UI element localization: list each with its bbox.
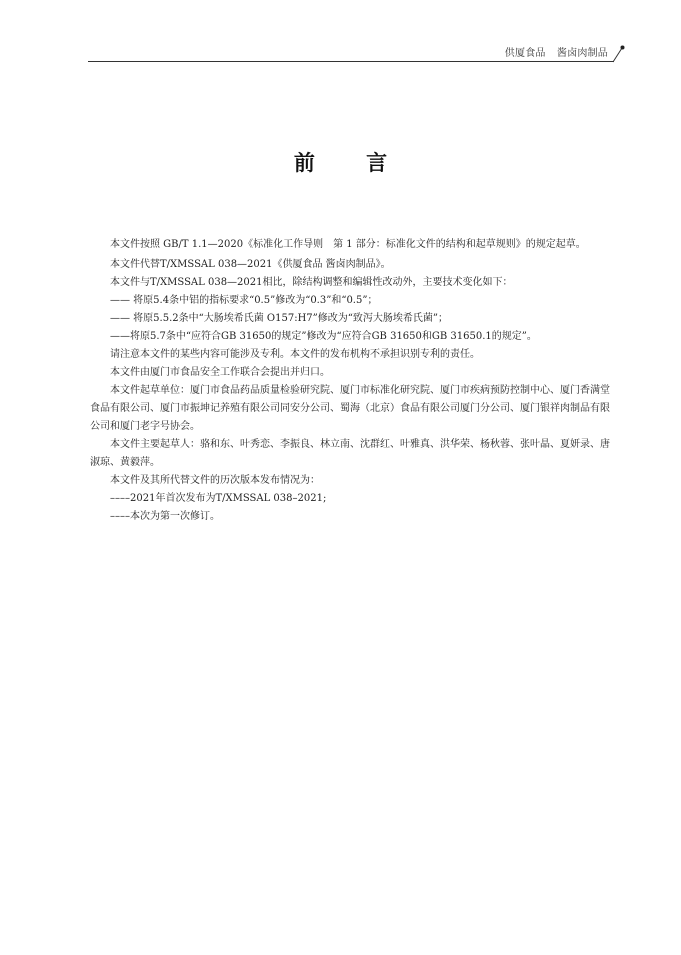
list-item: —— 将原5.5.2条中“大肠埃希氏菌 O157:H7”修改为“致泻大肠埃希氏菌”； [110,313,448,324]
list-item: ——将原5.7条中“应符合GB 31650的规定”修改为“应符合GB 31650和GB 31650.1的规定”。 [110,331,537,342]
header-doc-label: 供厦食品 [504,48,546,59]
running-header [88,40,626,64]
paragraph: 本文件按照 GB/T 1.1—2020《标准化工作导则 第 1 部分：标准化文件的结构和起草规则》的规定起草。 [110,239,586,250]
paragraph: 本文件主要起草人：骆和东、叶秀恋、李振良、林立南、沈群红、叶雅真、洪华荣、杨秋蓉、张叶晶、夏妍录、唐淑琼、黄毅萍。 [90,439,610,468]
header-corner-mark-icon [612,44,626,64]
header-text [505,44,608,59]
list-item: ––––2021年首次发布为T/XMSSAL 038–2021; [110,493,327,504]
paragraph: 本文件由厦门市食品安全工作联合会提出并归口。 [110,367,330,378]
paragraph: 本文件代替T/XMSSAL 038—2021《供厦食品 酱卤肉制品》。 [110,259,391,270]
paragraph: 本文件起草单位：厦门市食品药品质量检验研究院、厦门市标准化研究院、厦门市疾病预防控制中心、厦门香满堂食品有限公司、厦门市振坤记养殖有限公司同安分公司、蜀海（北京）食品有限公司厦门分公司、厦门银祥肉制品有限公司和厦门老字号协会。 [90,385,610,432]
paragraph: 请注意本文件的某些内容可能涉及专利。本文件的发布机构不承担识别专利的责任。 [110,349,480,360]
list-item: ––––本次为第一次修订。 [110,511,220,522]
paragraph: 本文件与T/XMSSAL 038—2021相比，除结构调整和编辑性改动外，主要技术变化如下： [110,277,513,288]
list-item: —— 将原5.4条中铝的指标要求“0.5”修改为“0.3”和“0.5”； [110,295,378,306]
header-rule [88,61,614,62]
page-title: 前 言 [293,151,410,175]
header-section-label: 酱卤肉制品 [557,48,608,59]
foreword-body [90,236,610,526]
paragraph: 本文件及其所代替文件的历次版本发布情况为： [110,475,320,486]
